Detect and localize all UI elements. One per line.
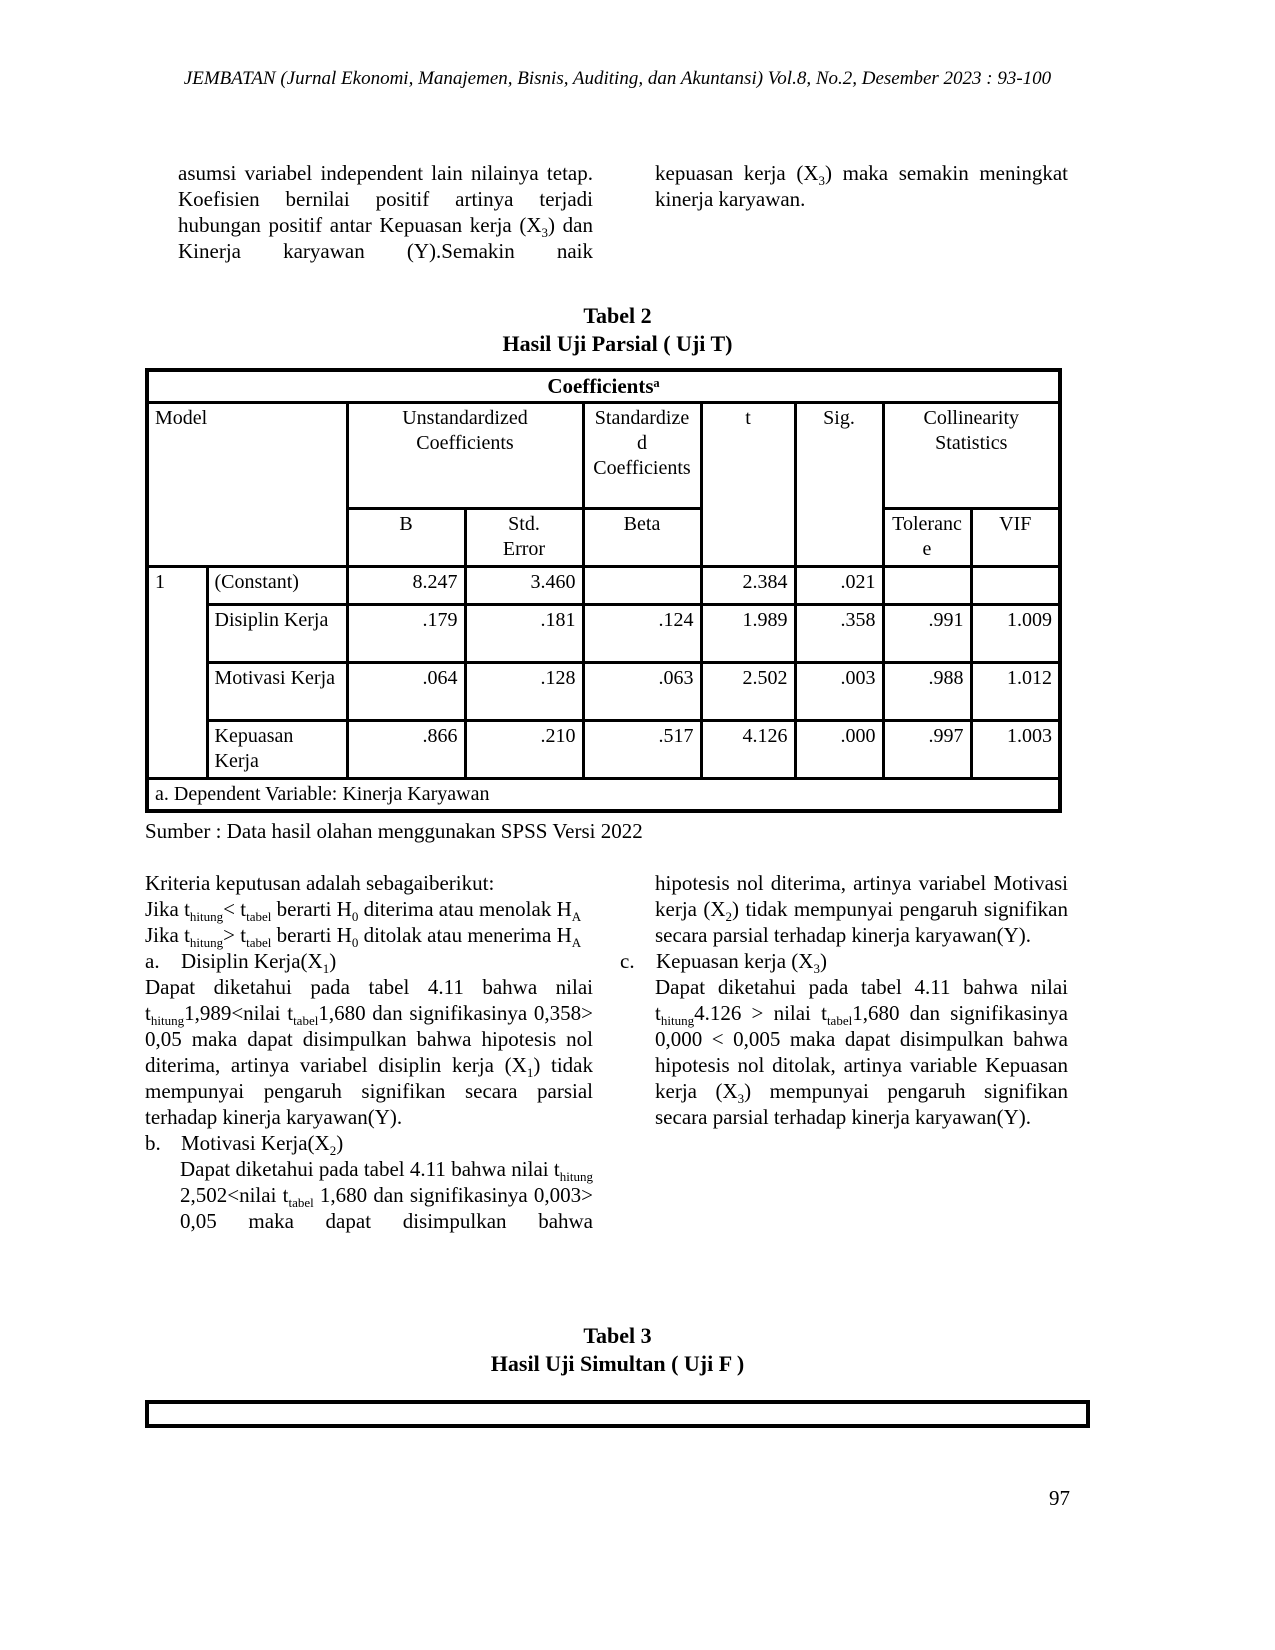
list-text: Disiplin $Kerja(X_1)$	[181, 949, 337, 977]
t-value: 1.989	[701, 605, 795, 663]
list-label: b.	[145, 1131, 161, 1155]
col-header-unstandardized: Unstandardized Coefficients	[347, 403, 583, 509]
table-row-constant	[147, 567, 1060, 605]
analysis-right-column	[620, 870, 1068, 1234]
beta-value: .124	[583, 605, 701, 663]
std-error-label: Std. Error	[502, 513, 546, 560]
table-row-disiplin	[147, 605, 1060, 663]
intro-paragraph-left: asumsi variabel independent lain nilainya tetap. Koefisien bernilai positif artinya terjadi hubungan positif antar Kepuasan kerja $(X_3)$ dan Kinerja karyawan (Y).Semakin naik	[178, 161, 593, 263]
table3-title	[145, 1322, 1090, 1378]
list-text: Motivasi $Kerja(X_2)$	[181, 1131, 344, 1159]
intro-section	[145, 160, 1090, 264]
criteria-rule-2: Jika $t_{hitung}> t_{tabel}$ berarti $H_0$ ditolak atau menerima $H_A$	[145, 923, 582, 951]
t-value: 2.384	[701, 567, 795, 605]
coefficients-table	[145, 368, 1062, 813]
tolerance-value: .988	[883, 663, 971, 721]
col-header-collinearity: Collinearity Statistics	[883, 403, 1060, 509]
list-label: a.	[145, 949, 160, 973]
analysis-left-column	[145, 870, 593, 1234]
b-value: 8.247	[347, 567, 465, 605]
vif-value: 1.003	[971, 721, 1060, 779]
tolerance-value: .991	[883, 605, 971, 663]
stderror-value: .210	[465, 721, 583, 779]
table2-title-line1: Tabel 2	[583, 303, 652, 328]
sig-value: .000	[795, 721, 883, 779]
col-header-tolerance: Tolerance	[883, 509, 971, 567]
criteria-heading: Kriteria keputusan adalah sebagaiberikut:	[145, 871, 495, 895]
sig-value: .003	[795, 663, 883, 721]
predictor-label: Disiplin Kerja	[207, 605, 347, 663]
b-value: .179	[347, 605, 465, 663]
model-number-cell: 1	[147, 567, 207, 779]
table-footnote: a. Dependent Variable: Kinerja Karyawan	[147, 779, 1060, 812]
list-item-a	[145, 948, 593, 977]
list-text: Kepuasan kerja $(X_3)$	[656, 949, 827, 977]
vif-value: 1.012	[971, 663, 1060, 721]
table-caption: Coefficientsᵃ	[147, 370, 1060, 403]
table2-title-line2: Hasil Uji Parsial ( Uji T)	[502, 331, 733, 356]
list-item-b	[145, 1130, 593, 1159]
t-value: 2.502	[701, 663, 795, 721]
intro-paragraph-right: kepuasan kerja $(X_3)$ maka semakin meningkat kinerja karyawan.	[655, 161, 1068, 211]
list-label: c.	[620, 949, 635, 973]
header-row-1	[147, 403, 1060, 509]
beta-value: .517	[583, 721, 701, 779]
b-value: .064	[347, 663, 465, 721]
col-header-sig: Sig.	[795, 403, 883, 567]
table-row-motivasi	[147, 663, 1060, 721]
beta-value	[583, 567, 701, 605]
predictor-label: (Constant)	[207, 567, 347, 605]
table-source-line: Sumber : Data hasil olahan menggunakan SPSS Versi 2022	[145, 819, 643, 843]
analysis-section	[145, 870, 1090, 1234]
col-header-b: B	[347, 509, 465, 567]
stderror-value: .128	[465, 663, 583, 721]
col-header-vif: VIF	[971, 509, 1060, 567]
journal-header: JEMBATAN (Jurnal Ekonomi, Manajemen, Bisnis, Auditing, dan Akuntansi) Vol.8, No.2, Desember 2023 : 93-100	[183, 68, 1052, 89]
vif-value: 1.009	[971, 605, 1060, 663]
predictor-label: Kepuasan Kerja	[207, 721, 347, 779]
table3-title-line1: Tabel 3	[583, 1323, 652, 1348]
stderror-value: 3.460	[465, 567, 583, 605]
footnote-row	[147, 779, 1060, 812]
table-row-kepuasan	[147, 721, 1060, 779]
sig-value: .021	[795, 567, 883, 605]
stderror-value: .181	[465, 605, 583, 663]
beta-value: .063	[583, 663, 701, 721]
paragraph-kepuasan: Dapat diketahui pada tabel 4.11 bahwa nilai $t_{hitung}4.126$ > nilai $t_{tabel}1,680$ dan signifikasinya 0,000 < 0,005 maka dapat disimpulkan bahwa hipotesis nol ditolak, artinya variable Kepuasan kerja $(X_3)$ mempunyai pengaruh signifikan secara parsial terhadap kinerja karyawan(Y).	[655, 975, 1068, 1129]
paragraph-motivasi-end: hipotesis nol diterima, artinya variabel Motivasi kerja $(X_2)$ tidak mempunyai pengaruh signifikan secara parsial terhadap kinerja karyawan(Y).	[655, 871, 1068, 947]
table3-title-line2: Hasil Uji Simultan ( Uji F )	[490, 1351, 745, 1376]
col-header-t: t	[701, 403, 795, 567]
col-header-beta: Beta	[583, 509, 701, 567]
col-header-std-error	[465, 509, 583, 567]
vif-value	[971, 567, 1060, 605]
list-item-c	[620, 948, 1068, 977]
table3-empty-frame	[145, 1400, 1090, 1428]
col-header-model: Model	[147, 403, 347, 567]
tolerance-value: .997	[883, 721, 971, 779]
paragraph-disiplin: Dapat diketahui pada tabel 4.11 bahwa nilai $t_{hitung}1,989<nilai$ $t_{tabel}1,680$ dan signifikasinya 0,358> 0,05 maka dapat disimpulkan bahwa hipotesis nol diterima, artinya variabel disiplin kerja $(X_1)$ tidak mempunyai pengaruh signifikan secara parsial terhadap kinerja karyawan(Y).	[145, 975, 593, 1129]
criteria-rule-1: Jika $t_{hitung}< t_{tabel}$ berarti $H_0$ diterima atau menolak $H_A$	[145, 897, 582, 925]
table2-title	[145, 302, 1090, 358]
intro-left-column	[145, 160, 593, 264]
sig-value: .358	[795, 605, 883, 663]
tolerance-value	[883, 567, 971, 605]
t-value: 4.126	[701, 721, 795, 779]
caption-row	[147, 370, 1060, 403]
b-value: .866	[347, 721, 465, 779]
predictor-label: Motivasi Kerja	[207, 663, 347, 721]
intro-right-column	[620, 160, 1068, 264]
page-number: 97	[1049, 1486, 1070, 1510]
paragraph-motivasi-start: Dapat diketahui pada tabel 4.11 bahwa nilai $t_{hitung}$ 2,502<nilai $t_{tabel}$ 1,680 dan signifikasinya 0,003> 0,05 maka dapat disimpulkan bahwa	[180, 1157, 593, 1233]
col-header-standardized: Standardized Coefficients	[583, 403, 701, 509]
